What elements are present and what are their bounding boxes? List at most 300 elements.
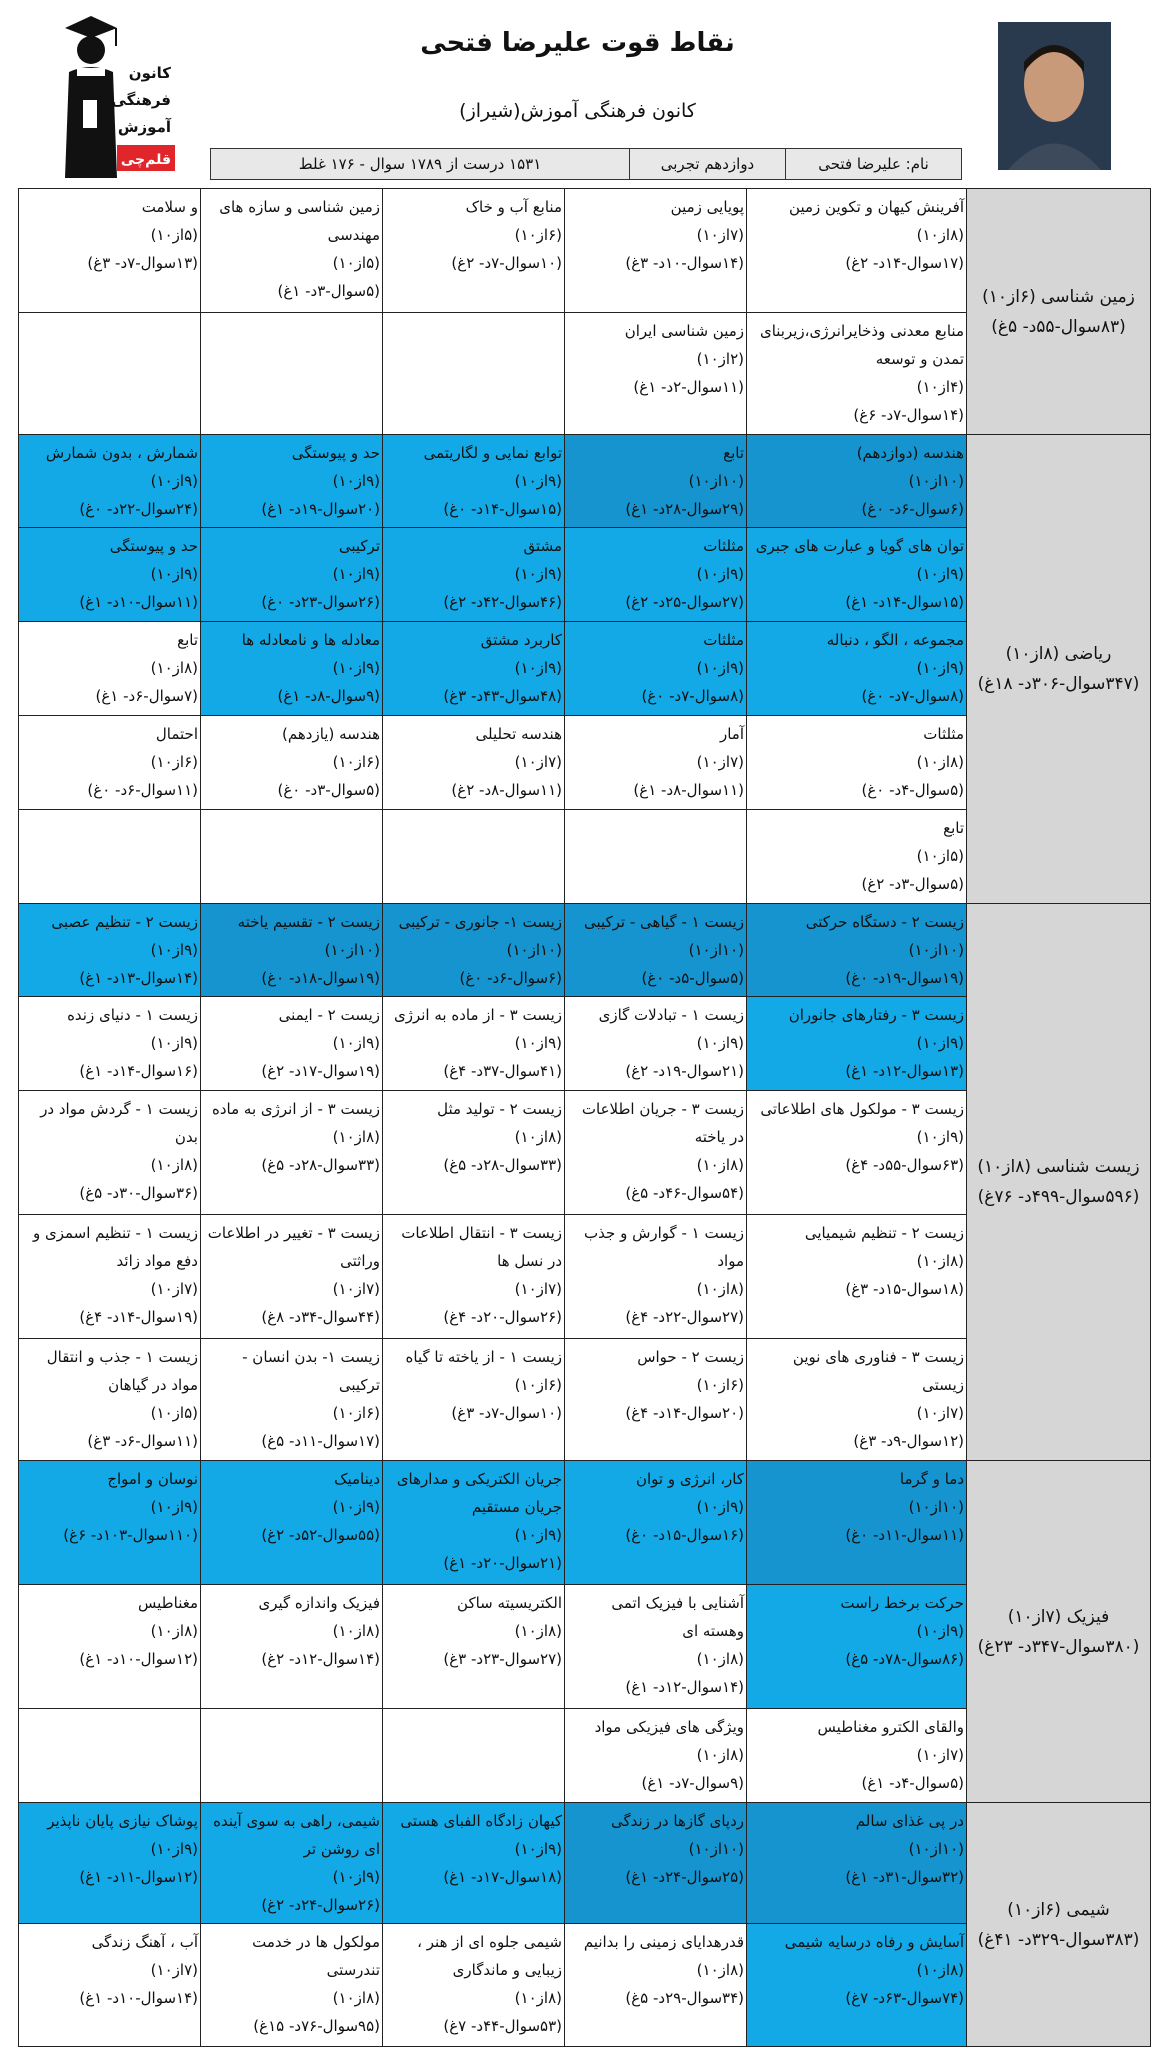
topic-cell	[383, 1709, 565, 1803]
topic-stats: (۳۳سوال-۲۸د- ۵غ)	[443, 1156, 562, 1174]
topic-cell	[565, 1339, 747, 1461]
topic-cell	[201, 810, 383, 904]
topic-stats: (۳۶سوال-۳۰د- ۵غ)	[79, 1184, 198, 1202]
topic-stats: (۲۵سوال-۲۴د- ۱غ)	[625, 1868, 744, 1886]
topic-stats: (۲۰سوال-۱۴د- ۴غ)	[625, 1404, 744, 1422]
topic-stats: (۶سوال-۶د- ۰غ)	[459, 969, 562, 987]
subject-stats: (۳۸۰سوال-۳۴۷د- ۲۳غ)	[977, 1636, 1140, 1657]
subject-stats: (۳۴۷سوال-۳۰۶د- ۱۸غ)	[977, 674, 1140, 694]
topic-cell	[19, 716, 201, 810]
topic-stats: (۱۹سوال-۱۷د- ۲غ)	[261, 1062, 380, 1080]
topic-cell	[19, 313, 201, 435]
topic-score: (۹از۱۰)	[332, 1498, 380, 1516]
topic-score: (۸از۱۰)	[696, 1280, 744, 1298]
topic-cell	[201, 1803, 383, 1924]
topic-stats: (۲۷سوال-۲۵د- ۲غ)	[625, 593, 744, 611]
topic-cell	[747, 189, 967, 313]
topic-cell	[747, 1709, 967, 1803]
topic-name: زیست ۲ - تقسیم یاخته	[237, 913, 380, 931]
subject-name: فیزیک (۷از۱۰)	[1007, 1606, 1110, 1627]
topic-stats: (۱۱سوال-۱۰د- ۱غ)	[79, 593, 198, 611]
topic-score: (۷از۱۰)	[150, 1961, 198, 1979]
topic-cell	[201, 716, 383, 810]
subject-name: ریاضی (۸از۱۰)	[1005, 644, 1112, 664]
topic-name: زیست ۱- بدن انسان - ترکیبی	[242, 1348, 380, 1394]
topic-name: زیست ۳ - تغییر در اطلاعات وراثتی	[207, 1224, 380, 1270]
topic-cell	[383, 1215, 565, 1339]
topic-stats: (۱۴سوال-۱۲د- ۲غ)	[261, 1650, 380, 1668]
topic-stats: (۵سوال-۴د- ۰غ)	[861, 781, 964, 799]
topic-stats: (۱۰سوال-۷د- ۲غ)	[451, 254, 562, 272]
topic-name: پویایی زمین	[670, 198, 744, 216]
topic-cell	[19, 1924, 201, 2047]
topic-stats: (۱۵سوال-۱۴د- ۱غ)	[845, 593, 964, 611]
topic-stats: (۱۲سوال-۱۰د- ۱غ)	[79, 1650, 198, 1668]
table-row	[19, 435, 1151, 528]
topic-name: آمار	[719, 725, 744, 743]
topic-cell	[201, 1215, 383, 1339]
topic-cell	[19, 1461, 201, 1585]
topic-name: مشتق	[523, 537, 562, 555]
topic-stats: (۱۹سوال-۱۸د- ۰غ)	[261, 969, 380, 987]
topic-score: (۸از۱۰)	[150, 1622, 198, 1640]
topic-stats: (۱۶سوال-۱۴د- ۱غ)	[79, 1062, 198, 1080]
topic-name: هندسه تحلیلی	[475, 725, 562, 743]
topic-score: (۹از۱۰)	[514, 565, 562, 583]
topic-stats: (۹سوال-۷د- ۱غ)	[641, 1774, 744, 1792]
topic-cell	[19, 810, 201, 904]
topic-cell	[747, 904, 967, 997]
topic-stats: (۴۴سوال-۳۴د- ۸غ)	[261, 1308, 380, 1326]
topic-name: زیست ۳ - رفتارهای جانوران	[788, 1006, 964, 1024]
topic-score: (۸از۱۰)	[916, 226, 964, 244]
topic-stats: (۱۷سوال-۱۱د- ۵غ)	[261, 1432, 380, 1450]
topic-stats: (۱۷سوال-۱۴د- ۲غ)	[845, 254, 964, 272]
topic-cell	[747, 1215, 967, 1339]
topic-cell	[747, 1461, 967, 1585]
topic-name: زیست ۲ - تنظیم شیمیایی	[804, 1224, 964, 1242]
topic-cell	[19, 1091, 201, 1215]
topic-name: معادله ها و نامعادله ها	[241, 631, 380, 649]
topic-cell	[383, 1585, 565, 1709]
topic-name: الکتریسیته ساکن	[457, 1594, 562, 1612]
topic-name: مجموعه ، الگو ، دنباله	[826, 631, 964, 649]
topic-name: آب ، آهنگ زندگی	[91, 1933, 198, 1951]
topic-cell	[747, 1339, 967, 1461]
topic-name: فیزیک واندازه گیری	[258, 1594, 380, 1612]
topic-name: مولکول ها در خدمت تندرستی	[252, 1933, 380, 1979]
topic-stats: (۳۳سوال-۲۸د- ۵غ)	[261, 1156, 380, 1174]
topic-score: (۹از۱۰)	[332, 1034, 380, 1052]
subject-stats: (۳۸۳سوال-۳۲۹د- ۴۱غ)	[977, 1929, 1140, 1950]
topic-stats: (۱۹سوال-۱۴د- ۴غ)	[79, 1308, 198, 1326]
topic-cell	[383, 1461, 565, 1585]
topic-score: (۱۰از۱۰)	[688, 1840, 744, 1858]
topic-stats: (۲۶سوال-۲۰د- ۴غ)	[443, 1308, 562, 1326]
topic-stats: (۶۳سوال-۵۵د- ۴غ)	[845, 1156, 964, 1174]
topic-cell	[565, 1215, 747, 1339]
topic-score: (۹از۱۰)	[150, 565, 198, 583]
topic-stats: (۱۳سوال-۷د- ۳غ)	[87, 254, 198, 272]
topic-cell	[747, 1924, 967, 2047]
topic-score: (۸از۱۰)	[696, 1650, 744, 1668]
topic-score: (۴از۱۰)	[916, 378, 964, 396]
topic-score: (۹از۱۰)	[150, 1840, 198, 1858]
topic-name: زیست ۲ - حواس	[637, 1348, 744, 1366]
topic-name: مثلثات	[923, 725, 964, 743]
topic-cell	[201, 1461, 383, 1585]
topic-score: (۷از۱۰)	[916, 1404, 964, 1422]
student-photo-icon	[998, 22, 1111, 170]
subject-cell	[967, 435, 1151, 904]
topic-score: (۹از۱۰)	[696, 565, 744, 583]
table-row	[19, 1803, 1151, 1924]
topic-name: شیمی، راهی به سوی آینده ای روشن تر	[213, 1812, 380, 1858]
topic-cell	[19, 1803, 201, 1924]
topic-score: (۷از۱۰)	[150, 1280, 198, 1298]
topic-stats: (۷۴سوال-۶۳د- ۷غ)	[845, 1989, 964, 2007]
topic-name: حد و پیوستگی	[109, 537, 198, 555]
topic-cell	[201, 189, 383, 313]
topic-name: کیهان زادگاه الفبای هستی	[400, 1812, 562, 1830]
logo-line-1: کانون	[128, 64, 171, 82]
topic-name: زیست ۱ - از یاخته تا گیاه	[405, 1348, 562, 1366]
topic-stats: (۱۴سوال-۱۰د- ۱غ)	[79, 1989, 198, 2007]
topic-score: (۹از۱۰)	[916, 1034, 964, 1052]
topic-cell	[201, 435, 383, 528]
topic-stats: (۱۰سوال-۷د- ۳غ)	[451, 1404, 562, 1422]
topic-cell	[201, 904, 383, 997]
topic-name: مغناطیس	[138, 1594, 198, 1612]
topic-stats: (۱۳سوال-۱۲د- ۱غ)	[845, 1062, 964, 1080]
topic-score: (۸از۱۰)	[332, 1989, 380, 2007]
topic-name: زیست ۱ - جذب و انتقال مواد در گیاهان	[46, 1348, 198, 1394]
topic-name: دما و گرما	[899, 1470, 964, 1488]
topic-stats: (۹۵سوال-۷۶د- ۱۵غ)	[253, 2017, 380, 2035]
topic-stats: (۲۶سوال-۲۴د- ۲غ)	[261, 1896, 380, 1914]
topic-cell	[565, 622, 747, 716]
topic-score: (۹از۱۰)	[150, 1034, 198, 1052]
topic-score: (۸از۱۰)	[696, 1156, 744, 1174]
topic-score: (۵از۱۰)	[150, 226, 198, 244]
topic-cell	[565, 1585, 747, 1709]
subject-stats: (۵۹۶سوال-۴۹۹د- ۷۶غ)	[977, 1187, 1140, 1207]
topic-stats: (۱۹سوال-۱۹د- ۰غ)	[845, 969, 964, 987]
topic-stats: (۵سوال-۴د- ۱غ)	[861, 1774, 964, 1792]
topic-name: ردپای گازها در زندگی	[610, 1812, 744, 1830]
topic-score: (۹از۱۰)	[916, 1622, 964, 1640]
topic-name: حد و پیوستگی	[291, 444, 380, 462]
topic-name: زیست ۱ - گردش مواد در بدن	[40, 1100, 198, 1146]
topic-stats: (۵۵سوال-۵۲د- ۲غ)	[261, 1526, 380, 1544]
topic-name: زیست ۲ - تنظیم عصبی	[51, 913, 198, 931]
topic-cell	[383, 622, 565, 716]
topic-name: زیست ۳ - از انرژی به ماده	[212, 1100, 380, 1118]
topic-stats: (۸سوال-۷د- ۰غ)	[861, 687, 964, 705]
topic-cell	[565, 716, 747, 810]
topic-score: (۸از۱۰)	[696, 1746, 744, 1764]
topic-score: (۹از۱۰)	[916, 565, 964, 583]
topic-name: حرکت برخط راست	[840, 1594, 964, 1612]
topic-score: (۹از۱۰)	[514, 1526, 562, 1544]
topic-score: (۶از۱۰)	[514, 226, 562, 244]
topic-stats: (۳۲سوال-۳۱د- ۱غ)	[845, 1868, 964, 1886]
subject-cell	[967, 1803, 1151, 2047]
topic-name: زیست ۲ - ایمنی	[278, 1006, 380, 1024]
topic-cell	[201, 1709, 383, 1803]
topic-score: (۷از۱۰)	[514, 1280, 562, 1298]
topic-name: شمارش ، بدون شمارش	[45, 444, 198, 462]
page-title: نقاط قوت علیرضا فتحی	[420, 28, 735, 58]
topic-cell	[565, 313, 747, 435]
topic-score: (۱۰از۱۰)	[908, 1840, 964, 1858]
topic-stats: (۵سوال-۳د- ۰غ)	[277, 781, 380, 799]
subject-cell	[967, 189, 1151, 435]
table-row	[19, 1461, 1151, 1585]
topic-score: (۷از۱۰)	[696, 753, 744, 771]
topic-score: (۱۰از۱۰)	[908, 472, 964, 490]
topic-name: زیست ۳ - از ماده به انرژی	[394, 1006, 562, 1024]
topic-cell	[19, 1215, 201, 1339]
topic-score: (۹از۱۰)	[150, 941, 198, 959]
topic-stats: (۳۴سوال-۲۹د- ۵غ)	[625, 1989, 744, 2007]
topic-name: زیست ۳ - انتقال اطلاعات در نسل ها	[401, 1224, 562, 1270]
topic-name: زیست ۱- جانوری - ترکیبی	[398, 913, 562, 931]
topic-score: (۸از۱۰)	[696, 1961, 744, 1979]
topic-name: پوشاک نیازی پایان ناپذیر	[47, 1812, 198, 1830]
topic-stats: (۱۱سوال-۶د- ۰غ)	[87, 781, 198, 799]
topic-stats: (۱۴سوال-۱۲د- ۱غ)	[625, 1678, 744, 1696]
topic-name: تابع	[177, 631, 198, 649]
topic-cell	[565, 1803, 747, 1924]
topic-score: (۵از۱۰)	[150, 1404, 198, 1422]
topic-name: تابع	[943, 819, 964, 837]
topic-cell	[201, 313, 383, 435]
topic-stats: (۱۸سوال-۱۷د- ۱غ)	[443, 1868, 562, 1886]
topic-score: (۷از۱۰)	[514, 753, 562, 771]
topic-stats: (۹سوال-۸د- ۱غ)	[277, 687, 380, 705]
topic-cell	[565, 904, 747, 997]
topic-cell	[201, 1091, 383, 1215]
topic-stats: (۲۶سوال-۲۳د- ۰غ)	[261, 593, 380, 611]
topic-stats: (۵۳سوال-۴۴د- ۷غ)	[443, 2017, 562, 2035]
topic-cell	[565, 528, 747, 622]
subject-stats: (۸۳سوال-۵۵د- ۵غ)	[991, 316, 1126, 337]
topic-stats: (۱۱سوال-۸د- ۲غ)	[451, 781, 562, 799]
topic-name: شیمی جلوه ای از هنر ، زیبایی و ماندگاری	[417, 1933, 562, 1979]
topic-score: (۶از۱۰)	[332, 1404, 380, 1422]
topic-score: (۱۰از۱۰)	[688, 472, 744, 490]
topic-name: نوسان و امواج	[107, 1470, 198, 1488]
topic-score: (۶از۱۰)	[514, 1376, 562, 1394]
overall-score: ۱۵۳۱ درست از ۱۷۸۹ سوال - ۱۷۶ غلط	[298, 155, 542, 173]
topic-score: (۱۰از۱۰)	[506, 941, 562, 959]
table-row	[19, 904, 1151, 997]
topic-name: دینامیک	[334, 1470, 380, 1488]
topic-name: منابع معدنی وذخایرانرژی،زیربنای تمدن و توسعه	[759, 322, 964, 368]
topic-cell	[383, 313, 565, 435]
subject-cell	[967, 1461, 1151, 1803]
topic-score: (۵از۱۰)	[332, 254, 380, 272]
topic-cell	[19, 1339, 201, 1461]
topic-score: (۸از۱۰)	[916, 1961, 964, 1979]
topic-name: زیست ۱ - گیاهی - ترکیبی	[583, 913, 744, 931]
topic-name: آشنایی با فیزیک اتمی وهسته ای	[611, 1594, 744, 1640]
topic-score: (۸از۱۰)	[514, 1622, 562, 1640]
topic-score: (۹از۱۰)	[514, 1034, 562, 1052]
topic-stats: (۱۴سوال-۱۰د- ۳غ)	[625, 254, 744, 272]
topic-name: زیست ۳ - جریان اطلاعات در یاخته	[581, 1100, 744, 1146]
topic-cell	[565, 1091, 747, 1215]
topic-stats: (۵سوال-۳د- ۲غ)	[861, 875, 964, 893]
topic-name: توابع نمایی و لگاریتمی	[423, 444, 562, 462]
topic-score: (۸از۱۰)	[916, 753, 964, 771]
topic-name: زیست ۲ - تولید مثل	[437, 1100, 562, 1118]
topic-name: هندسه (دوازدهم)	[856, 444, 964, 462]
topic-stats: (۲۷سوال-۲۳د- ۳غ)	[443, 1650, 562, 1668]
topic-score: (۹از۱۰)	[696, 1498, 744, 1516]
topic-score: (۸از۱۰)	[514, 1128, 562, 1146]
topic-cell	[747, 997, 967, 1091]
topic-stats: (۱۱۰سوال-۱۰۳د- ۶غ)	[63, 1526, 198, 1544]
topic-name: و سلامت	[141, 198, 198, 216]
topic-cell	[19, 1709, 201, 1803]
topic-cell	[19, 1585, 201, 1709]
topic-score: (۱۰از۱۰)	[908, 1498, 964, 1516]
topic-name: قدرهدایای زمینی را بدانیم	[583, 1933, 744, 1951]
topic-name: جریان الکتریکی و مدارهای جریان مستقیم	[396, 1470, 562, 1516]
topic-stats: (۲۰سوال-۱۹د- ۱غ)	[261, 500, 380, 518]
topic-cell	[383, 1924, 565, 2047]
topic-score: (۹از۱۰)	[514, 472, 562, 490]
subject-name: زمین شناسی (۶از۱۰)	[982, 286, 1135, 307]
topic-name: مثلثات	[703, 537, 744, 555]
logo-line-4: قلم‌چی	[120, 152, 171, 168]
topic-cell	[383, 810, 565, 904]
topic-cell	[201, 1924, 383, 2047]
topic-stats: (۲۹سوال-۲۸د- ۱غ)	[625, 500, 744, 518]
topic-cell	[747, 1585, 967, 1709]
topic-name: کاربرد مشتق	[480, 631, 562, 649]
topic-stats: (۸سوال-۷د- ۰غ)	[641, 687, 744, 705]
topic-cell	[201, 528, 383, 622]
topic-stats: (۲۷سوال-۲۲د- ۴غ)	[625, 1308, 744, 1326]
topic-cell	[565, 997, 747, 1091]
topic-score: (۶از۱۰)	[696, 1376, 744, 1394]
topic-score: (۹از۱۰)	[514, 659, 562, 677]
topic-score: (۹از۱۰)	[696, 1034, 744, 1052]
topic-name: در پی غذای سالم	[855, 1812, 964, 1830]
topic-name: زمین شناسی و سازه های مهندسی	[219, 198, 380, 244]
topic-stats: (۱۴سوال-۷د- ۶غ)	[853, 406, 964, 424]
topic-score: (۷از۱۰)	[696, 226, 744, 244]
topic-name: زمین شناسی ایران	[624, 322, 744, 340]
topic-stats: (۱۸سوال-۱۵د- ۳غ)	[845, 1280, 964, 1298]
topic-cell	[747, 810, 967, 904]
topic-score: (۱۰از۱۰)	[908, 941, 964, 959]
student-info-bar	[210, 148, 962, 180]
topic-score: (۲از۱۰)	[696, 350, 744, 368]
topic-score: (۸از۱۰)	[150, 1156, 198, 1174]
topic-score: (۹از۱۰)	[332, 1868, 380, 1886]
topic-score: (۸از۱۰)	[332, 1128, 380, 1146]
topic-stats: (۱۵سوال-۱۴د- ۰غ)	[443, 500, 562, 518]
topic-stats: (۴۱سوال-۳۷د- ۴غ)	[443, 1062, 562, 1080]
topic-score: (۶از۱۰)	[150, 753, 198, 771]
topic-cell	[201, 622, 383, 716]
topic-stats: (۲۴سوال-۲۲د- ۰غ)	[79, 500, 198, 518]
topic-score: (۸از۱۰)	[332, 1622, 380, 1640]
topic-cell	[747, 313, 967, 435]
topic-name: والقای الکترو مغناطیس	[817, 1718, 964, 1736]
page-subtitle: کانون فرهنگی آموزش(شیراز)	[459, 100, 696, 122]
topic-name: زیست ۳ - فناوری های نوین زیستی	[792, 1348, 964, 1394]
topic-cell	[201, 1585, 383, 1709]
topic-stats: (۸۶سوال-۷۸د- ۵غ)	[845, 1650, 964, 1668]
topic-score: (۹از۱۰)	[332, 472, 380, 490]
topic-cell	[383, 1339, 565, 1461]
topic-stats: (۴۶سوال-۴۲د- ۲غ)	[443, 593, 562, 611]
table-row	[19, 189, 1151, 313]
topic-stats: (۱۴سوال-۱۳د- ۱غ)	[79, 969, 198, 987]
topic-score: (۹از۱۰)	[150, 472, 198, 490]
topic-score: (۵از۱۰)	[916, 847, 964, 865]
topic-score: (۸از۱۰)	[916, 1252, 964, 1270]
topic-name: هندسه (یازدهم)	[282, 725, 380, 743]
topic-cell	[19, 189, 201, 313]
topic-name: توان های گویا و عبارت های جبری	[755, 537, 964, 555]
subject-name: شیمی (۶از۱۰)	[1007, 1899, 1110, 1920]
topic-stats: (۱۱سوال-۶د- ۳غ)	[87, 1432, 198, 1450]
topic-cell	[383, 1803, 565, 1924]
topic-cell	[383, 716, 565, 810]
topic-cell	[565, 189, 747, 313]
topic-name: منابع آب و خاک	[465, 198, 562, 216]
topic-score: (۹از۱۰)	[916, 1128, 964, 1146]
topic-score: (۷از۱۰)	[916, 1746, 964, 1764]
topic-name: کار، انرژی و توان	[635, 1470, 744, 1488]
topic-name: احتمال	[155, 725, 198, 743]
topic-cell	[747, 622, 967, 716]
topic-stats: (۱۱سوال-۸د- ۱غ)	[633, 781, 744, 799]
strengths-table	[18, 188, 1151, 2047]
topic-stats: (۵سوال-۵د- ۰غ)	[641, 969, 744, 987]
topic-cell	[19, 904, 201, 997]
topic-cell	[747, 1091, 967, 1215]
topic-cell	[383, 435, 565, 528]
topic-name: زیست ۱ - تبادلات گازی	[598, 1006, 744, 1024]
topic-name: آسایش و رفاه درسایه شیمی	[784, 1933, 964, 1951]
topic-cell	[383, 904, 565, 997]
topic-stats: (۲۱سوال-۱۹د- ۲غ)	[625, 1062, 744, 1080]
logo-line-3: آموزش	[117, 118, 171, 136]
topic-name: آفرینش کیهان و تکوین زمین	[789, 198, 964, 216]
topic-score: (۹از۱۰)	[916, 659, 964, 677]
topic-cell	[383, 1091, 565, 1215]
topic-name: ویژگی های فیزیکی مواد	[594, 1718, 744, 1736]
topic-cell	[747, 1803, 967, 1924]
topic-cell	[383, 528, 565, 622]
topic-stats: (۱۲سوال-۹د- ۳غ)	[853, 1432, 964, 1450]
topic-name: زیست ۱ - دنیای زنده	[67, 1006, 198, 1024]
subject-cell	[967, 904, 1151, 1461]
topic-cell	[747, 528, 967, 622]
topic-cell	[565, 1461, 747, 1585]
subject-name: زیست شناسی (۸از۱۰)	[977, 1157, 1140, 1177]
topic-stats: (۱۱سوال-۲د- ۱غ)	[633, 378, 744, 396]
topic-stats: (۵۴سوال-۴۶د- ۵غ)	[625, 1184, 744, 1202]
topic-stats: (۷سوال-۶د- ۱غ)	[95, 687, 198, 705]
